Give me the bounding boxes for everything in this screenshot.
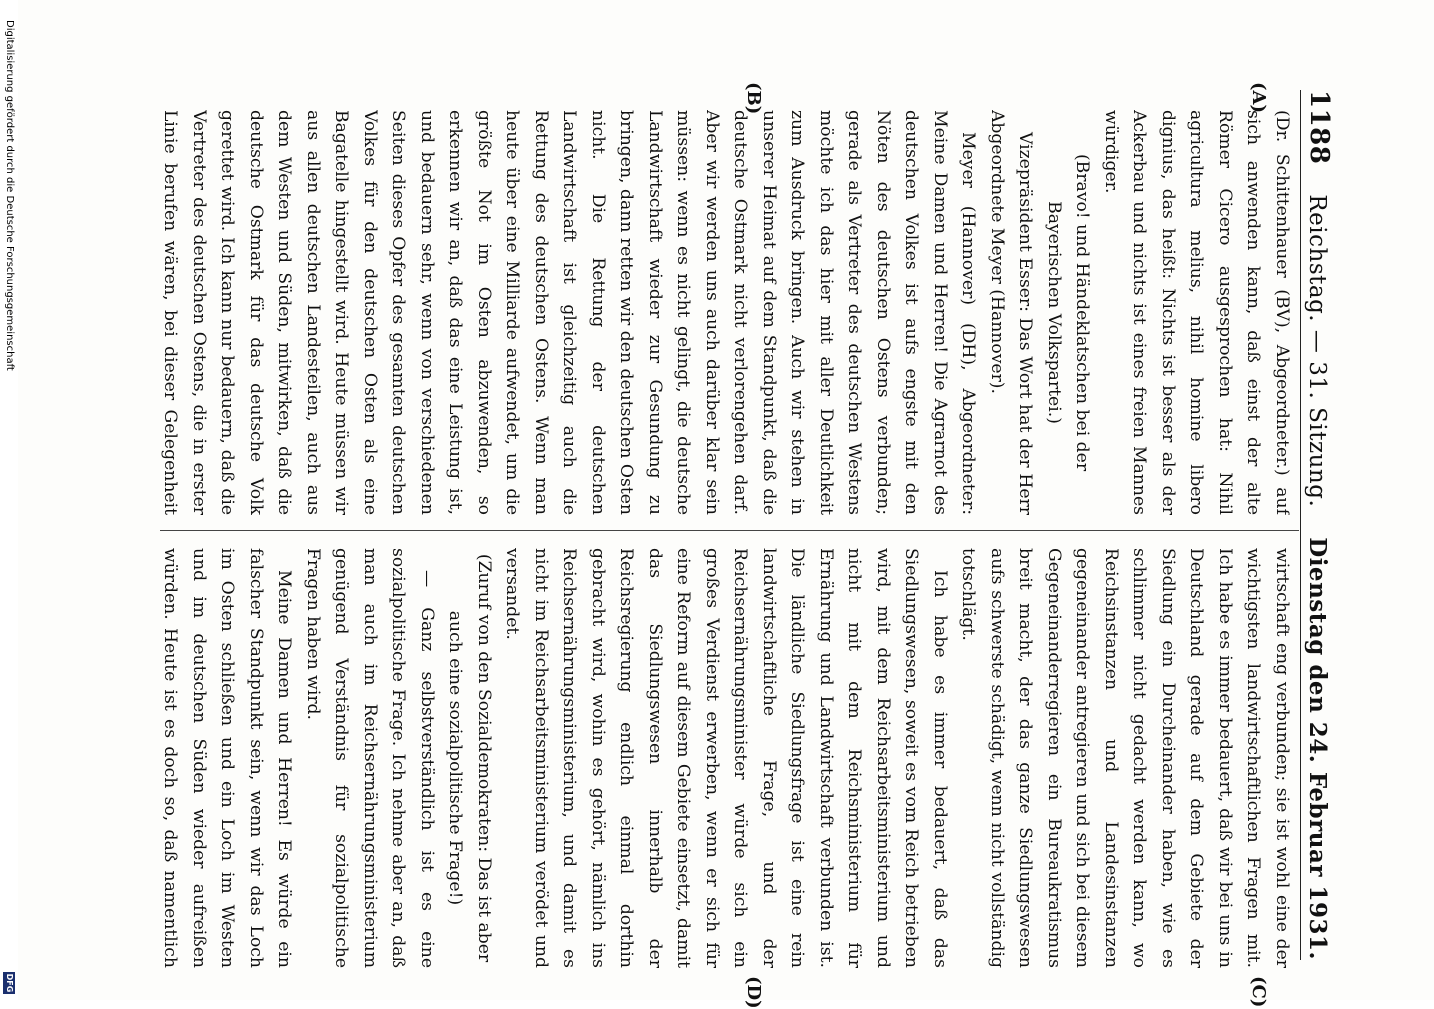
header-rule [1300,90,1301,960]
column-divider [160,530,1299,531]
right-paragraph-1: wirtschaft eng verbunden; sie ist wohl eine der wichtigsten landwirtschaftlichen Fragen mit. Ich habe es immer bedauert, daß wir bei uns in Deutschland gerade auf dem Gebiete der Siedlung ein Durcheinander haben, wie es schlimmer nicht gedacht werden kann, wo Reichsinstanzen und Landesinstanzen gegeneinander antregieren und sich bei diesem Gegeneinanderregieren ein Bureaukratismus breit macht, der das ganze Siedlungswesen aufs schwerste schädigt, wenn nicht vollständig totschlägt. [958,548,1292,968]
left-paragraph-1: (Dr. Schittenhauer (BV), Abgeordneter.) auf sich anwenden kann, daß einst der alte Römer Cicero ausgesprochen hat: Nihil agricultura melius, nihil homine libero dignius, das heißt: Nichts ist besser als der Ackerbau und nichts ist eines freien Mannes würdiger. [1101,110,1292,515]
right-paragraph-2: Ich habe es immer bedauert, daß das Siedlungswesen, soweit es vom Reich betrieben wird, mit dem Reichsarbeitsministerium und nicht mit dem Reichsministerium für Ernährung und Landwirtschaft verbunden ist. Die ländliche Siedlungsfrage ist eine rein landwirtschaftliche Frage, und der Reichsernährungsminister würde sich ein großes Verdienst erwerben, wenn er sich für eine Reform auf diesem Gebiete einsetzt, damit das Siedlungswesen innerhalb der Reichsregierung endlich einmal dorthin gebracht wird, wohin es gehört, nämlich ins Reichsernährungsministerium, und damit es nicht im Reichsarbeitsministerium verödet und versandet. [502,548,950,968]
margin-marker-c: (C) [1248,976,1269,1008]
page-header [1304,90,1344,960]
header-date: Dienstag den 24. Februar 1931. [1304,537,1331,960]
left-column [160,110,1296,515]
right-paragraph-5: Meine Damen und Herren! Es würde ein falscher Standpunkt sein, wenn wir das Loch im Osten schließen und ein Loch im Westen und im deutschen Süden wieder aufreißen würden. Heute ist es doch so, daß namentlich [160,548,295,968]
margin-marker-b: (B) [743,82,764,115]
digitization-credit: Digitalisierung gefördert durch die Deutsche Forschungsgemeinschaft [4,20,15,371]
left-paragraph-4: Meyer (Hannover) (DH), Abgeordneter: Meine Damen und Herren! Die Agrarnot des deutschen Volkes ist aufs engste mit den Nöten des deutschen Ostens verbunden; gerade als Vertreter des deutschen Westens möchte ich das hier mit aller Deutlichkeit zum Ausdruck bringen. Auch wir stehen in unserer Heimat auf dem Standpunkt, daß die deutsche Ostmark nicht verlorengehen darf. Aber wir werden uns auch darüber klar sein müssen: wenn es nicht gelingt, die deutsche Landwirtschaft wieder zur Gesundung zu bringen, dann retten wir den deutschen Osten nicht. Die Rettung der deutschen Landwirtschaft ist gleichzeitig auch die Rettung des deutschen Ostens. Wenn man heute über eine Milliarde aufwendet, um die größte Not im Osten abzuwenden, so erkennen wir an, daß das eine Leistung ist, und bedauern sehr, wenn von verschiedenen Seiten dieses Opfer des gesamten deutschen Volkes für den deutschen Osten als eine Bagatelle hingestellt wird. Heute müssen wir aus allen deutschen Landesteilen, auch aus dem Westen und Süden, mitwirken, daß die deutsche Ostmark für das deutsche Volk gerettet wird. Ich kann nur bedauern, daß die Vertreter des deutschen Ostens, die in erster Linie berufen wären, bei dieser Gelegenheit [160,110,979,515]
header-session: Reichstag. — 31. Sitzung. [1304,194,1330,508]
right-column [160,548,1296,968]
right-interjection: (Zuruf von den Sozialdemokraten: Das ist aber auch eine sozialpolitische Frage!) [445,553,494,963]
left-applause-note: (Bravo! und Händeklatschen bei der Bayerischen Volkspartei.) [1044,153,1093,472]
dfg-logo: DFG [5,973,14,993]
margin-marker-a: (A) [1248,82,1269,113]
page-footer [0,0,18,1000]
right-paragraph-4: — Ganz selbstverständlich ist es eine sozialpolitische Frage. Ich nehme aber an, daß man auch im Reichsernährungsministerium genügend Verständnis für sozialpolitische Fragen haben wird. [303,548,437,968]
margin-marker-d: (D) [743,976,764,1009]
left-paragraph-3: Vizepräsident Esser: Das Wort hat der Herr Abgeordnete Meyer (Hannover). [987,110,1036,515]
page-number: 1188 [1304,90,1334,165]
